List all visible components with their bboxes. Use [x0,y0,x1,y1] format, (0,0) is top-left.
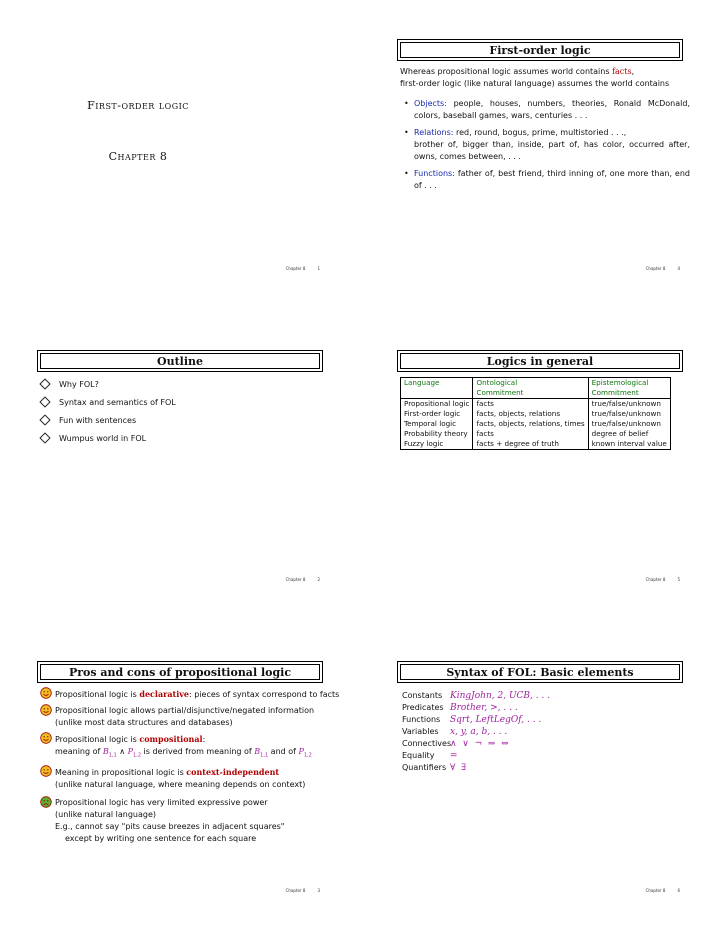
math-subscript: 1,2 [133,752,141,759]
con-text: except by writing one sentence for each square [65,833,257,843]
outline-list [38,375,176,447]
math-symbol: P [298,747,304,756]
pro-item [40,705,340,729]
bullet-dot-icon: • [404,99,409,108]
syntax-value: KingJohn, 2, UCB, . . . [450,691,551,701]
syntax-value: Sqrt, LeftLegOf, . . . [450,715,542,725]
slide-5 [0,622,360,932]
slide-1 [0,0,360,310]
syntax-row [402,702,550,714]
bullet-objects: • Objects: people, houses, numbers, theories, Ronald McDonald, colors, baseball games, wars, centuries . . . [404,99,690,120]
outline-item-label: Why FOL? [59,379,99,389]
math-symbol: P [127,747,134,756]
con-item [40,797,340,845]
bullet-dot-icon: • [404,128,409,137]
bullet-text: red, round, bogus, prime, multistoried . . ., brother of, bigger than, inside, part of, has color, occurred after, owns, comes between, . . . [414,128,690,161]
syntax-row [402,750,550,762]
outline-item-label: Fun with sentences [59,415,137,425]
bullet-term: Relations [414,128,451,137]
syntax-value: = [450,751,458,761]
outline-item-label: Syntax and semantics of FOL [59,397,176,407]
table-cell: Temporal logic [401,419,473,429]
pro-text: is derived from meaning of [141,747,255,756]
syntax-label: Quantifiers [402,763,447,772]
math-symbol: B [254,747,261,756]
bullet-text: father of, best friend, third inning of, one more than, end of . . . [414,169,690,190]
footer-page: 2 [317,577,320,582]
syntax-label: Connectives [402,739,452,748]
pro-item [40,733,340,762]
bullet-functions: • Functions: father of, best friend, third inning of, one more than, end of . . . [404,169,690,190]
frowny-icon [40,796,52,808]
compositional-emphasis: compositional [139,734,203,744]
footer-page: 6 [677,888,680,893]
context-independent-emphasis: context-independent [186,766,280,777]
syntax-label: Variables [402,727,439,736]
table-cell: Fuzzy logic [401,439,473,450]
footer-chapter: Chapter 8 [285,577,306,582]
slide-4-footer [646,577,680,582]
slide-6-title: Syntax of FOL: Basic elements [400,664,680,680]
con-text: (unlike natural language) [55,809,157,819]
syntax-value: x, y, a, b, . . . [450,727,508,737]
bullet-term: Objects [414,99,445,108]
pro-text: Propositional logic is [55,690,140,699]
smiley-icon [40,765,52,777]
syntax-label: Equality [402,751,435,760]
table-cell: facts, objects, relations [473,409,588,419]
pro-text: Meaning in propositional logic is [55,767,187,777]
math-subscript: 1,1 [260,752,269,759]
table-cell: facts [473,429,588,439]
slide-2-intro [400,66,700,90]
slide-2-footer [646,266,680,271]
slide-3-title: Outline [40,353,320,369]
intro-text-2: first-order logic (like natural language) assumes the world contains [400,79,670,88]
footer-chapter: Chapter 8 [645,888,666,893]
table-cell: Propositional logic [401,399,473,410]
footer-chapter: Chapter 8 [645,577,666,582]
declarative-emphasis: declarative [139,689,189,699]
syntax-elements [402,690,550,774]
footer-chapter: Chapter 8 [285,888,306,893]
pro-text: Propositional logic is [55,735,140,744]
syntax-row [402,714,550,726]
bullet-relations: • Relations: red, round, bogus, prime, multistoried . . ., brother of, bigger than, inside, part of, has color, occurred after, owns, comes between, . . . [404,128,690,161]
syntax-row [402,762,550,774]
pros-cons-list [40,688,340,849]
slide-1-title: First-order logic [87,99,189,112]
math-symbol: B [102,747,109,756]
table-cell: facts, objects, relations, times [473,419,588,429]
diamond-icon [39,378,50,389]
smiley-icon [40,732,52,744]
diamond-icon [39,432,50,443]
slide-4 [360,311,720,621]
smiley-icon [40,704,52,716]
outline-item [38,393,176,411]
slide-2-bullets [404,98,690,197]
syntax-value: Brother, >, . . . [450,703,518,713]
footer-page: 3 [317,888,320,893]
outline-item [38,411,176,429]
table-cell: known interval value [588,439,670,450]
syntax-row [402,690,550,702]
pro-text: : [202,735,206,744]
bullet-term: Functions [414,169,453,178]
table-row [401,429,671,439]
syntax-label: Predicates [402,703,444,712]
table-cell: facts + degree of truth [473,439,588,450]
table-cell: true/false/unknown [588,399,670,410]
diamond-icon [39,414,50,425]
slide-1-chapter: Chapter 8 [108,150,168,163]
table-row [401,399,671,410]
footer-page: 5 [677,577,680,582]
footer-chapter: Chapter 8 [645,266,666,271]
syntax-value: ∧ ∨ ¬ ⇒ ⇔ [450,739,509,749]
diamond-icon [39,396,50,407]
footer-page: 1 [317,266,320,271]
table-header: Language [401,378,473,389]
logics-table [400,377,671,450]
facts-emphasis: facts [612,67,632,76]
outline-item [38,375,176,393]
bullet-dot-icon: • [404,169,409,178]
intro-punct: , [631,67,635,76]
pro-text: (unlike most data structures and databases) [55,718,233,727]
syntax-label: Functions [402,715,441,724]
table-row [401,419,671,429]
bullet-text: people, houses, numbers, theories, Ronald McDonald, colors, baseball games, wars, centuries . . . [414,99,690,120]
math-subscript: 1,1 [108,752,117,759]
slide-4-title: Logics in general [400,353,680,369]
table-cell: Probability theory [401,429,473,439]
table-cell: facts [473,399,588,410]
math-and: ∧ [116,747,128,756]
slide-3-footer [286,577,320,582]
pro-text: (unlike natural language, where meaning depends on context) [55,779,306,789]
slide-5-title: Pros and cons of propositional logic [40,664,320,680]
footer-page: 4 [677,266,680,271]
table-header [401,388,473,399]
syntax-row [402,726,550,738]
syntax-label: Constants [402,691,443,700]
slide-6-footer [646,888,680,893]
table-cell: First-order logic [401,409,473,419]
outline-item [38,429,176,447]
smiley-icon [40,687,52,699]
pro-text: and of [268,747,299,756]
math-subscript: 1,2 [303,752,312,759]
table-row [401,409,671,419]
slide-3 [0,311,360,621]
syntax-row [402,738,550,750]
table-header: Commitment [588,388,670,399]
con-text: E.g., cannot say "pits cause breezes in adjacent squares" [55,821,285,831]
slide-5-footer [286,888,320,893]
table-header: Epistemological [588,378,670,389]
table-header: Ontological [473,378,588,389]
outline-item-label: Wumpus world in FOL [59,433,147,443]
table-cell: true/false/unknown [588,409,670,419]
pro-text: Propositional logic allows partial/disjunctive/negated information [55,706,315,715]
pro-item [40,766,340,791]
intro-text: Whereas propositional logic assumes world contains [400,67,613,76]
pro-text: : pieces of syntax correspond to facts [189,690,340,699]
table-cell: degree of belief [588,429,670,439]
table-row [401,439,671,450]
pro-text: meaning of [55,747,103,756]
footer-chapter: Chapter 8 [285,266,306,271]
slide-2 [360,0,720,310]
pro-item [40,688,340,701]
table-cell: true/false/unknown [588,419,670,429]
slide-6 [360,622,720,932]
table-header: Commitment [473,388,588,399]
slide-1-footer [286,266,320,271]
syntax-value: ∀ ∃ [450,763,467,773]
slide-2-title: First-order logic [400,42,680,58]
con-text: Propositional logic has very limited expressive power [55,797,268,807]
